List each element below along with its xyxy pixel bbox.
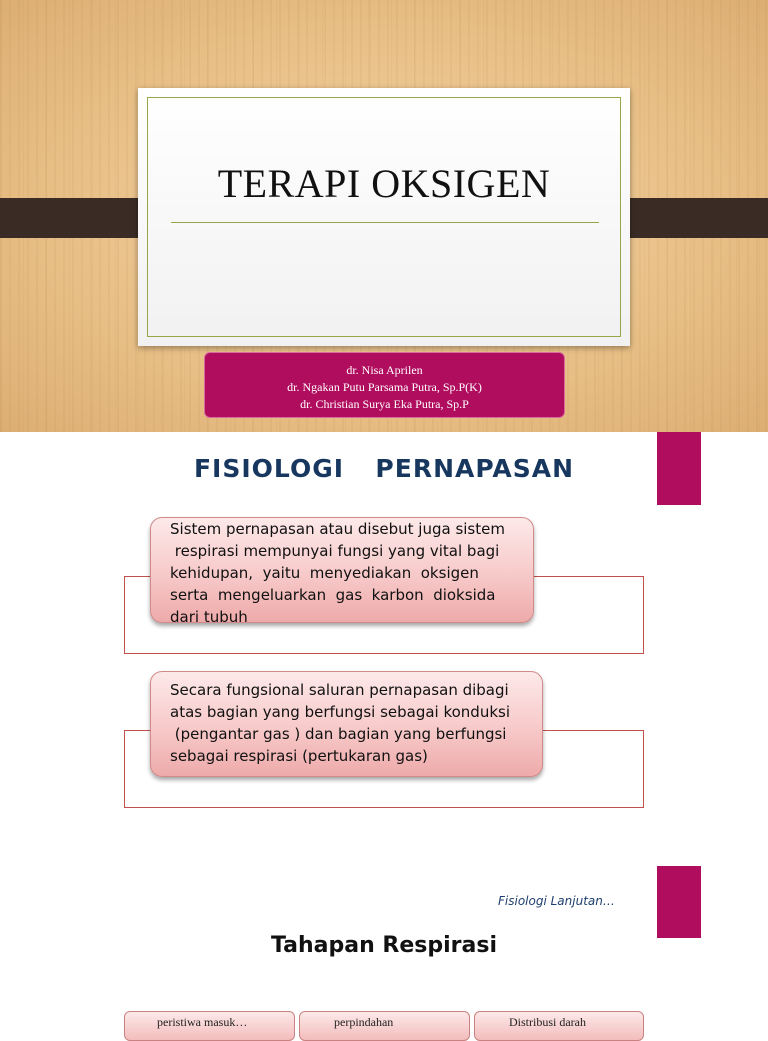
box2-line: Secara fungsional saluran pernapasan dibagi (170, 681, 509, 699)
author-1: dr. Nisa Aprilen (346, 363, 423, 377)
title-divider (171, 222, 599, 223)
box2-line: atas bagian yang berfungsi sebagai konduksi (170, 703, 511, 721)
box1-line: kehidupan, yaitu menyediakan oksigen (170, 564, 479, 582)
author-3: dr. Christian Surya Eka Putra, Sp.P (300, 397, 469, 411)
box1-line: serta mengeluarkan gas karbon dioksida (170, 586, 496, 604)
box2-line: sebagai respirasi (pertukaran gas) (170, 747, 428, 765)
title-slide (0, 0, 768, 432)
slide3-title: Tahapan Respirasi (270, 933, 497, 958)
box2-line: (pengantar gas ) dan bagian yang berfungsi (170, 725, 507, 743)
step-1-label: peristiwa masuk… (157, 1015, 248, 1029)
box1-line: respirasi mempunyai fungsi yang vital bagi (170, 542, 500, 560)
title-card (138, 88, 630, 346)
slide-title: TERAPI OKSIGEN (217, 161, 551, 206)
slide3-subtitle: Fisiologi Lanjutan… (498, 894, 615, 908)
author-2: dr. Ngakan Putu Parsama Putra, Sp.P(K) (287, 380, 482, 394)
title-card-frame (147, 97, 621, 337)
authors-box (204, 352, 565, 418)
box1-text-callout (150, 517, 534, 626)
step-box-3 (474, 1011, 644, 1041)
box2-text-callout (150, 671, 543, 777)
box1-line: Sistem pernapasan atau disebut juga sistem (170, 520, 505, 538)
slide3-accent-tab (657, 866, 701, 938)
step-3-label: Distribusi darah (509, 1015, 586, 1029)
slide2-title: FISIOLOGI PERNAPASAN (193, 454, 575, 483)
box1-line: dari tubuh (170, 608, 248, 626)
step-box-2 (299, 1011, 470, 1041)
step-box-1 (124, 1011, 295, 1041)
step-2-label: perpindahan (334, 1015, 394, 1029)
